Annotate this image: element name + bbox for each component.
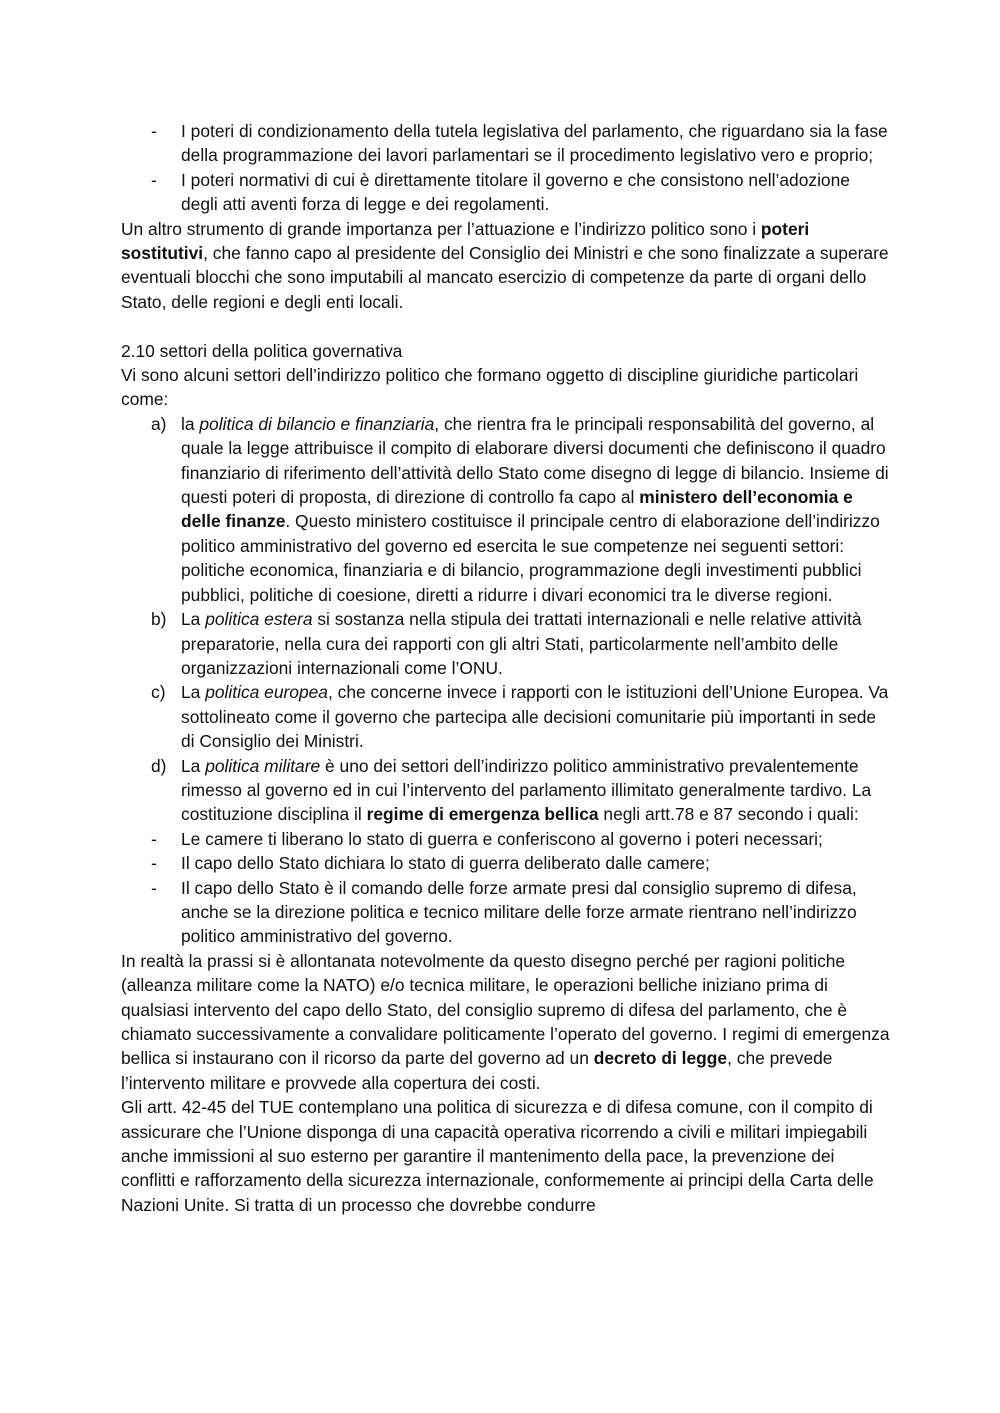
list-marker: d)	[151, 755, 167, 776]
text-run: La	[181, 609, 206, 630]
text-run: . Questo ministero costituisce il principale centro di elaborazione dell’indirizzo politico amministrativo del governo ed esercita le sue competenze nei seguenti settori: politiche economica, finanziaria e di bilancio, programmazione degli investimenti pubblici pubblici, politiche di coesione, diretti a ridurre i divari economici tra le diverse regioni.	[181, 511, 880, 605]
section-intro: Vi sono alcuni settori dell’indirizzo politico che formano oggetto di discipline giuridiche particolari come:	[121, 365, 859, 410]
list-marker: -	[151, 121, 157, 141]
bold-term: regime di emergenza bellica	[366, 804, 599, 825]
italic-term: politica estera	[205, 609, 313, 630]
text-run: In realtà la prassi si è allontanata notevolmente da questo disegno perché per ragioni politiche (alleanza militare come la NATO) e/o tecnica militare, le operazioni belliche iniziano prima di qualsiasi intervento del capo dello Stato, del consiglio supremo di difesa del parlamento, che è chiamato successivamente a convalidare politicamente l’operato del governo. I regimi di emergenza bellica si instaurano con il ricorso da parte del governo ad un	[121, 950, 890, 1069]
blank-line	[121, 314, 891, 338]
list-marker: a)	[151, 413, 167, 434]
text-run: , che fanno capo al presidente del Consiglio dei Ministri e che sono finalizzate a superare eventuali blocchi che sono imputabili al mancato esercizio di competenze da parte di organi dello Stato, delle regioni e degli enti locali.	[121, 243, 889, 312]
list-marker: -	[151, 169, 157, 190]
text-run: , che rientra fra le principali responsabilità del governo, al quale la legge attribuisce il compito di elaborare diversi documenti che definiscono il quadro finanziario di riferimento dell’attività dello Stato come disegno di legge di bilancio. Insieme di questi poteri di proposta, di direzione di controllo fa capo al	[181, 413, 889, 508]
italic-term: politica europea	[205, 682, 328, 703]
text-run: Un altro strumento di grande importanza per l’attuazione e l’indirizzo politico sono i	[121, 218, 761, 239]
section-heading: 2.10 settori della politica governativa	[121, 340, 403, 361]
text-run: negli artt.78 e 87 secondo i quali:	[598, 804, 859, 825]
text-run: , che prevede l’intervento militare e provvede alla copertura dei costi.	[121, 1048, 833, 1093]
list-item-a	[121, 412, 891, 607]
list-item	[121, 119, 891, 168]
paragraph-tue: Gli artt. 42-45 del TUE contemplano una politica di sicurezza e di difesa comune, con il compito di assicurare che l’Unione disponga di una capacità operativa ricorrendo a civili e militari impiegabili anche immissioni al suo esterno per garantire il mantenimento della pace, la prevenzione dei conflitti e rafforzamento della sicurezza internazionale, conformemente ai principi della Carta delle Nazioni Unite. Si tratta di un processo che dovrebbe condurre	[121, 1097, 874, 1215]
list-item-text: I poteri normativi di cui è direttamente titolare il governo e che consistono nell’adozione degli atti aventi forza di legge e dei regolamenti.	[181, 169, 850, 215]
list-item	[121, 168, 891, 217]
list-item-text: Il capo dello Stato dichiara lo stato di guerra deliberato dalle camere;	[181, 853, 710, 874]
bold-term: poteri sostitutivi	[121, 218, 810, 264]
list-marker: -	[151, 877, 157, 898]
list-marker: b)	[151, 609, 167, 630]
text-run: La	[181, 755, 206, 776]
list-item	[121, 827, 891, 851]
list-marker: c)	[151, 682, 166, 703]
italic-term: politica militare	[205, 755, 321, 776]
list-item-c	[121, 680, 891, 753]
bold-term: ministero dell’economia e delle finanze	[181, 487, 853, 532]
list-marker: -	[151, 853, 157, 874]
paragraph-prassi	[121, 949, 891, 1095]
list-item	[121, 876, 891, 949]
list-item-text: Le camere ti liberano lo stato di guerra e conferiscono al governo i poteri necessari;	[181, 828, 823, 849]
text-run: è uno dei settori dell’indirizzo politico amministrativo prevalentemente rimesso al governo ed in cui l’intervento del parlamento illimitato generalmente tardivo. La costituzione disciplina il	[181, 755, 872, 825]
list-marker: -	[151, 828, 157, 849]
text-run: si sostanza nella stipula dei trattati internazionali e nelle relative attività preparatorie, nella cura dei rapporti con gli altri Stati, particolarmente nell’ambito delle organizzazioni internazionali come l’ONU.	[181, 609, 862, 678]
list-item-text: I poteri di condizionamento della tutela legislativa del parlamento, che riguardano sia la fase della programmazione dei lavori parlamentari se il procedimento legislativo vero e proprio;	[181, 121, 888, 166]
paragraph-poteri-sostitutivi	[121, 217, 891, 315]
text-run: , che concerne invece i rapporti con le istituzioni dell’Unione Europea. Va sottolineato come il governo che partecipa alle decisioni comunitarie più importanti in sede di Consiglio dei Ministri.	[181, 682, 889, 752]
list-item-d	[121, 754, 891, 827]
text-run: la	[181, 413, 200, 434]
powers-list	[121, 119, 891, 1217]
list-item-b	[121, 607, 891, 680]
list-item	[121, 851, 891, 875]
bold-term: decreto di legge	[593, 1048, 728, 1069]
list-item-text: Il capo dello Stato è il comando delle forze armate presi dal consiglio supremo di difesa, anche se la direzione politica e tecnico militare delle forze armate rientrano nell’indirizzo politico amministrativo del governo.	[181, 877, 857, 947]
text-run: La	[181, 682, 206, 703]
italic-term: politica di bilancio e finanziaria	[199, 413, 435, 434]
